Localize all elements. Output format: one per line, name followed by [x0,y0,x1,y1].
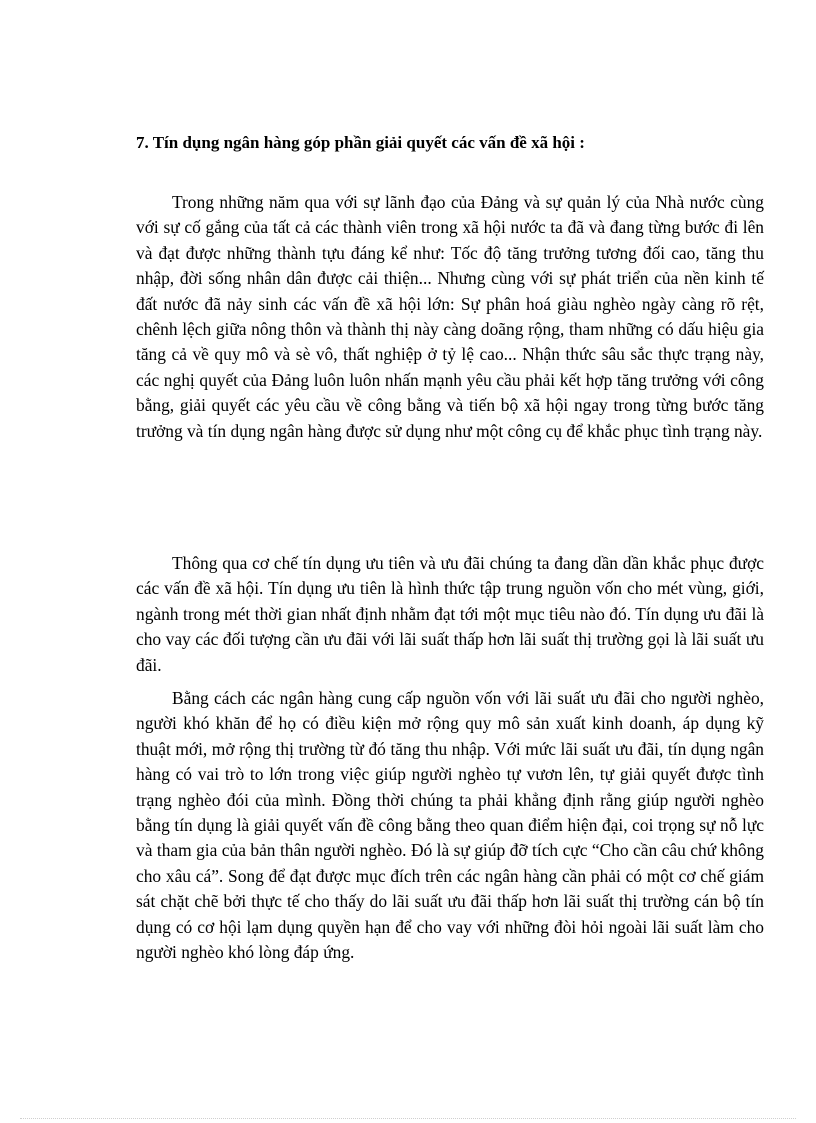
page-bottom-divider [20,1118,796,1119]
paragraph-poverty-lending: Bằng cách các ngân hàng cung cấp nguồn vốn với lãi suất ưu đãi cho người nghèo, người khó khăn để họ có điều kiện mở rộng quy mô sản xuất kinh doanh, áp dụng kỹ thuật mới, mở rộng thị trường từ đó tăng thu nhập. Với mức lãi suất ưu đãi, tín dụng ngân hàng có vai trò to lớn trong việc giúp người nghèo tự vươn lên, tự giải quyết được tình trạng nghèo đói của mình. Đồng thời chúng ta phải khẳng định rằng giúp người nghèo bằng tín dụng là giải quyết vấn đề công bằng theo quan điểm hiện đại, coi trọng sự nỗ lực và tham gia của bản thân người nghèo. Đó là sự giúp đỡ tích cực “Cho cần câu chứ không cho xâu cá”. Song để đạt được mục đích trên các ngân hàng cần phải có một cơ chế giám sát chặt chẽ bởi thực tế cho thấy do lãi suất ưu đãi thấp hơn lãi suất thị trường cán bộ tín dụng có cơ hội lạm dụng quyền hạn để cho vay với những đòi hỏi ngoài lãi suất làm cho người nghèo khó lòng đáp ứng. [136,688,764,963]
paragraph-preferential-credit: Thông qua cơ chế tín dụng ưu tiên và ưu đãi chúng ta đang dần dần khắc phục được các vấn đề xã hội. Tín dụng ưu tiên là hình thức tập trung nguồn vốn cho mét vùng, giới, ngành trong mét thời gian nhất định nhằm đạt tới một mục tiêu nào đó. Tín dụng ưu đãi là cho vay các đối tượng cần ưu đãi với lãi suất thấp hơn lãi suất thị trường gọi là lãi suất ưu đãi. [136,553,764,675]
paragraph-social-issues: Trong những năm qua với sự lãnh đạo của Đảng và sự quản lý của Nhà nước cùng với sự cố gắng của tất cả các thành viên trong xã hội nước ta đã và đang từng bước đi lên và đạt được những thành tựu đáng kể như: Tốc độ tăng trưởng tương đối cao, tăng thu nhập, đời sống nhân dân được cải thiện... Nhưng cùng với sự phát triển của nền kinh tế đất nước đã nảy sinh các vấn đề xã hội lớn: Sự phân hoá giàu nghèo ngày càng rõ rệt, chênh lệch giữa nông thôn và thành thị này càng doãng rộng, tham những có dấu hiệu gia tăng cả về quy mô và sè vô, thất nghiệp ở tỷ lệ cao... Nhận thức sâu sắc thực trạng này, các nghị quyết của Đảng luôn luôn nhấn mạnh yêu cầu phải kết hợp tăng trưởng với công bằng, giải quyết các yêu cầu về công bằng và tiến bộ xã hội ngay trong từng bước tăng trưởng và tín dụng ngân hàng được sử dụng như một công cụ để khắc phục tình trạng này. [136,192,764,441]
section-heading: 7. Tín dụng ngân hàng góp phần giải quyết các vấn đề xã hội : [136,133,585,152]
